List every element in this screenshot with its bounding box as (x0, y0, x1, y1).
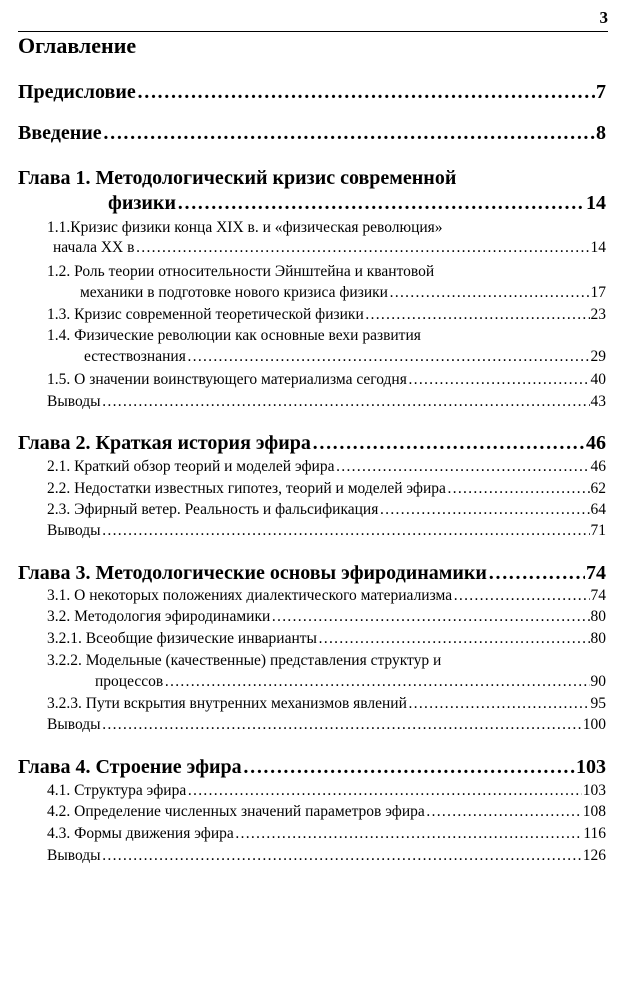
toc-entry-1-conclusions[interactable] (47, 392, 606, 411)
leader-dots (102, 392, 590, 411)
toc-entry-3-1[interactable] (47, 586, 606, 605)
leader-dots (426, 802, 582, 821)
toc-label: процессов (95, 673, 164, 690)
toc-label: Выводы (47, 522, 101, 539)
toc-entry-3-2-1[interactable] (47, 629, 606, 648)
leader-dots (453, 586, 589, 605)
toc-label: 4.2. Определение численных значений параметров эфира (47, 803, 425, 820)
leader-dots (102, 846, 582, 865)
leader-dots (408, 370, 590, 389)
leader-dots (243, 755, 575, 779)
toc-label: 1.3. Кризис современной теоретической физики (47, 306, 364, 323)
leader-dots (135, 238, 589, 257)
toc-page: 100 (582, 716, 606, 733)
leader-dots (235, 824, 583, 843)
toc-label: Предисловие (18, 81, 136, 103)
toc-page: 40 (590, 371, 606, 388)
toc-entry-3-2-2[interactable] (95, 672, 606, 691)
toc-entry-4-2[interactable] (47, 802, 606, 821)
toc-entry-chapter-3[interactable] (18, 561, 606, 585)
toc-entry-4-1[interactable] (47, 781, 606, 800)
leader-dots (318, 629, 590, 648)
leader-dots (408, 694, 590, 713)
toc-label: 2.1. Краткий обзор теорий и моделей эфира (47, 458, 335, 475)
leader-dots (379, 500, 589, 519)
leader-dots (137, 80, 595, 104)
toc-entry-1-4[interactable] (84, 347, 606, 366)
page-title: Оглавление (18, 33, 137, 58)
toc-entry-chapter-2[interactable] (18, 431, 606, 455)
toc-page: 74 (590, 587, 606, 604)
toc-entry-chapter-4[interactable] (18, 755, 606, 779)
toc-page: 46 (586, 432, 606, 454)
toc-label: 1.5. О значении воинствующего материализма сегодня (47, 371, 407, 388)
toc-page: 108 (582, 803, 606, 820)
toc-chapter-1-line1[interactable]: Глава 1. Методологический кризис современной (18, 167, 457, 189)
leader-dots (102, 521, 590, 540)
toc-label: 2.3. Эфирный ветер. Реальность и фальсификация (47, 501, 379, 518)
toc-label: Выводы (47, 716, 101, 733)
toc-page: 7 (596, 81, 606, 103)
leader-dots (447, 479, 590, 498)
toc-entry-1-2[interactable] (80, 283, 606, 302)
toc-page: 80 (590, 608, 606, 625)
toc-page: 126 (582, 847, 606, 864)
toc-label: Введение (18, 122, 102, 144)
toc-page: 95 (590, 695, 606, 712)
toc-entry-3-conclusions[interactable] (47, 715, 606, 734)
toc-label: Глава 2. Краткая история эфира (18, 432, 311, 454)
toc-page: 90 (590, 673, 606, 690)
toc-page: 29 (590, 348, 606, 365)
toc-label: Глава 4. Строение эфира (18, 756, 242, 778)
toc-label: 3.2.1. Всеобщие физические инварианты (47, 630, 317, 647)
leader-dots (312, 431, 585, 455)
leader-dots (177, 191, 585, 215)
leader-dots (187, 347, 590, 366)
leader-dots (335, 457, 589, 476)
toc-page: 80 (590, 630, 606, 647)
toc-label: 3.2. Методология эфиродинамики (47, 608, 271, 625)
toc-entry-2-3[interactable] (47, 500, 606, 519)
toc-entry-3-2[interactable] (47, 607, 606, 626)
toc-label: Выводы (47, 847, 101, 864)
toc-label: начала XX в (53, 239, 135, 256)
toc-page: 64 (590, 501, 606, 518)
leader-dots (488, 561, 585, 585)
toc-page: 62 (590, 480, 606, 497)
toc-page: 103 (576, 756, 606, 778)
leader-dots (103, 121, 595, 145)
toc-entry-3-2-3[interactable] (47, 694, 606, 713)
toc-entry-4-3[interactable] (47, 824, 606, 843)
toc-label: 2.2. Недостатки известных гипотез, теорий и моделей эфира (47, 480, 446, 497)
toc-page: 103 (582, 782, 606, 799)
toc-page: 14 (590, 239, 606, 256)
toc-label: механики в подготовке нового кризиса физики (80, 284, 388, 301)
toc-section-1-1-line1[interactable]: 1.1.Кризис физики конца XIX в. и «физическая революция» (47, 219, 443, 236)
toc-page: 116 (583, 825, 606, 842)
toc-page: 17 (590, 284, 606, 301)
toc-entry-4-conclusions[interactable] (47, 846, 606, 865)
toc-page: 46 (590, 458, 606, 475)
toc-label: Выводы (47, 393, 101, 410)
leader-dots (102, 715, 582, 734)
leader-dots (187, 781, 582, 800)
toc-label: естествознания (84, 348, 186, 365)
leader-dots (271, 607, 589, 626)
toc-page: 71 (590, 522, 606, 539)
toc-entry-1-3[interactable] (47, 305, 606, 324)
leader-dots (389, 283, 590, 302)
leader-dots (365, 305, 590, 324)
toc-entry-1-5[interactable] (47, 370, 606, 389)
header-rule (18, 31, 608, 32)
toc-section-3-2-2-line1[interactable]: 3.2.2. Модельные (качественные) представления структур и (47, 652, 442, 669)
toc-section-1-2-line1[interactable]: 1.2. Роль теории относительности Эйнштейна и квантовой (47, 263, 435, 280)
toc-page: 74 (586, 562, 606, 584)
toc-label: физики (108, 192, 176, 214)
toc-entry-chapter-1[interactable] (108, 191, 606, 215)
page-number: 3 (599, 8, 608, 27)
toc-entry-2-2[interactable] (47, 479, 606, 498)
toc-entry-intro[interactable] (18, 121, 606, 145)
toc-entry-1-1[interactable] (53, 238, 606, 257)
toc-label: 4.1. Структура эфира (47, 782, 187, 799)
toc-entry-preface[interactable] (18, 80, 606, 104)
toc-label: 3.2.3. Пути вскрытия внутренних механизмов явлений (47, 695, 407, 712)
toc-entry-2-conclusions[interactable] (47, 521, 606, 540)
toc-label: 3.1. О некоторых положениях диалектического материализма (47, 587, 453, 604)
toc-page: 8 (596, 122, 606, 144)
toc-page: 14 (586, 192, 606, 214)
toc-label: 4.3. Формы движения эфира (47, 825, 234, 842)
toc-label: Глава 3. Методологические основы эфиродинамики (18, 562, 487, 584)
leader-dots (164, 672, 589, 691)
toc-page: 43 (590, 393, 606, 410)
toc-entry-2-1[interactable] (47, 457, 606, 476)
toc-section-1-4-line1[interactable]: 1.4. Физические революции как основные вехи развития (47, 327, 421, 344)
toc-page: 23 (590, 306, 606, 323)
